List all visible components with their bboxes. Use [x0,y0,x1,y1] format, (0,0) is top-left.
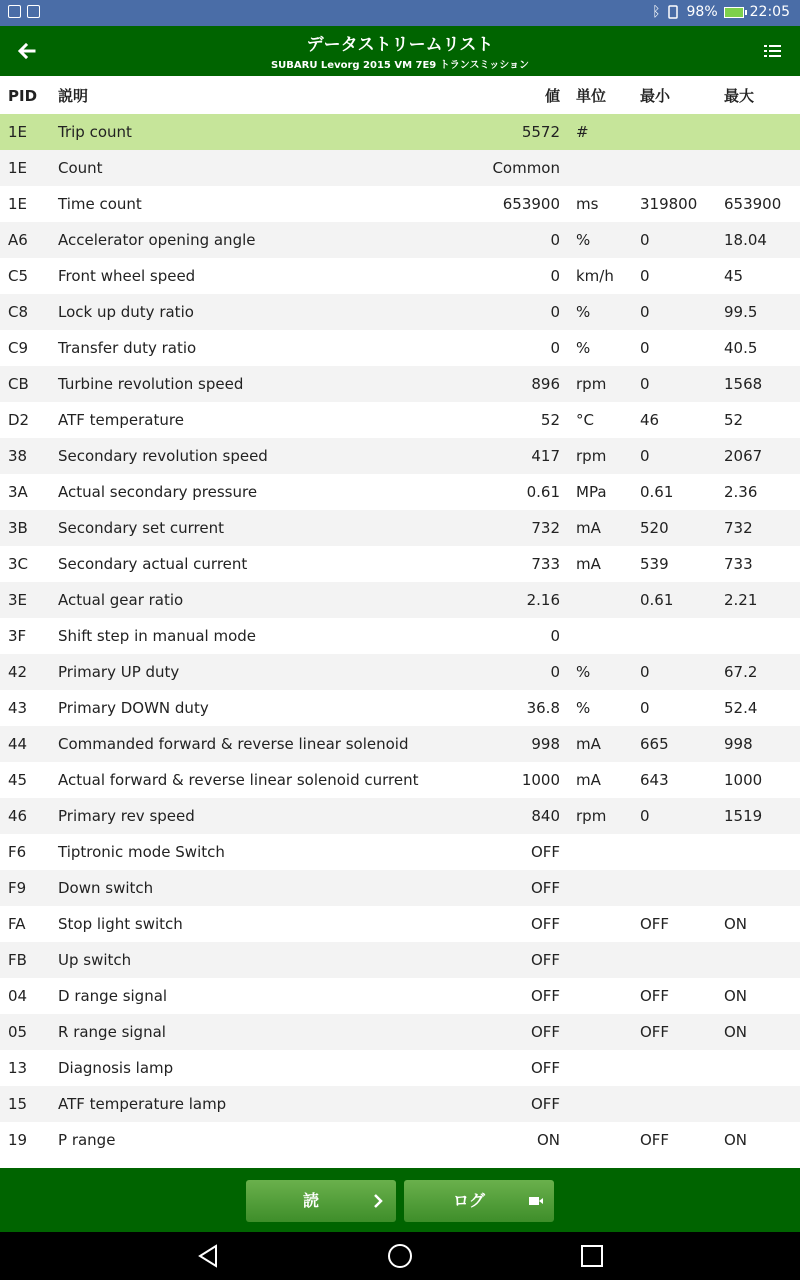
min-cell: 0 [640,807,650,825]
value-cell: 0 [550,663,560,681]
pid-cell: 3F [8,627,27,645]
column-max: 最大 [724,87,755,105]
max-cell: 52.4 [724,699,758,717]
pid-cell: 04 [8,987,28,1005]
description-cell: Turbine revolution speed [58,375,244,393]
description-cell: Secondary set current [58,519,225,537]
value-cell: 0 [550,339,560,357]
table-header [0,78,800,114]
value-cell: ON [536,1131,560,1149]
description-cell: Shift step in manual mode [58,627,257,645]
table-row[interactable] [0,258,800,294]
min-cell: 643 [640,771,669,789]
status-bar [0,0,800,26]
app-bar [0,26,800,76]
value-cell: 417 [531,447,560,465]
pid-cell: 1E [8,195,28,213]
column-pid: PID [8,87,38,105]
value-cell: OFF [530,1023,560,1041]
max-cell: ON [724,1023,748,1041]
table-row[interactable] [0,114,800,150]
value-cell: 896 [531,375,560,393]
page-subtitle: SUBARU Levorg 2015 VM 7E9 トランスミッション [270,60,530,71]
table-row[interactable] [0,1086,800,1122]
value-cell: OFF [530,987,560,1005]
value-cell: 653900 [502,195,560,213]
min-cell: 0 [640,303,650,321]
table-row[interactable] [0,1050,800,1086]
pid-cell: 1E [8,123,28,141]
phone-icon [667,5,681,19]
pid-cell: 44 [8,735,28,753]
min-cell: 0 [640,663,650,681]
max-cell: 99.5 [724,303,758,321]
unit-cell: °C [576,411,594,429]
table-row[interactable] [0,798,800,834]
min-cell: 0 [640,267,650,285]
value-cell: 2.16 [526,591,560,609]
min-cell: 46 [640,411,660,429]
max-cell: ON [724,1131,748,1149]
value-cell: 0 [550,303,560,321]
description-cell: P range [58,1131,116,1149]
description-cell: R range signal [58,1023,166,1041]
max-cell: 45 [724,267,744,285]
pid-cell: 13 [8,1059,28,1077]
description-cell: Trip count [58,123,132,141]
description-cell: Actual secondary pressure [58,483,258,501]
unit-cell: rpm [576,807,607,825]
read-button[interactable] [246,1180,396,1222]
unit-cell: km/h [576,267,614,285]
value-cell: OFF [530,1095,560,1113]
unit-cell: mA [576,735,601,753]
description-cell: Count [58,159,103,177]
table-row[interactable] [0,294,800,330]
min-cell: 0 [640,447,650,465]
min-cell: 0 [640,699,650,717]
value-cell: OFF [530,915,560,933]
value-cell: 732 [531,519,560,537]
pid-cell: F6 [8,843,27,861]
description-cell: Primary rev speed [58,807,195,825]
min-cell: 520 [640,519,669,537]
description-cell: ATF temperature lamp [58,1095,227,1113]
value-cell: OFF [530,1059,560,1077]
pid-cell: 43 [8,699,28,717]
table-row[interactable] [0,150,800,186]
table-row[interactable] [0,654,800,690]
description-cell: Primary UP duty [58,663,180,681]
min-cell: 0.61 [640,591,674,609]
table-row[interactable] [0,186,800,222]
min-cell: 0 [640,231,650,249]
unit-cell: MPa [576,483,607,501]
min-cell: 539 [640,555,669,573]
pid-cell: CB [8,375,29,393]
table-row[interactable] [0,978,800,1014]
pid-cell: 19 [8,1131,28,1149]
column-value: 値 [544,87,560,105]
gallery-icon [27,5,40,18]
table-row[interactable] [0,618,800,654]
unit-cell: mA [576,771,601,789]
description-cell: Commanded forward & reverse linear solenoid [58,735,409,753]
description-cell: Secondary revolution speed [58,447,268,465]
pid-cell: 38 [8,447,28,465]
min-cell: OFF [640,915,670,933]
unit-cell: ms [576,195,599,213]
value-cell: 0 [550,231,560,249]
table-row[interactable] [0,582,800,618]
column-description: 説明 [58,87,89,105]
table-row[interactable] [0,870,800,906]
max-cell: 1568 [724,375,763,393]
description-cell: Actual forward & reverse linear solenoid current [58,771,419,789]
max-cell: 18.04 [724,231,767,249]
description-cell: Tiptronic mode Switch [58,843,225,861]
description-cell: Transfer duty ratio [58,339,197,357]
table-row[interactable] [0,402,800,438]
description-cell: Secondary actual current [58,555,248,573]
value-cell: 0 [550,627,560,645]
pid-cell: C5 [8,267,29,285]
bottom-toolbar [0,1168,800,1232]
page-title: データストリームリスト [306,35,494,55]
table-row[interactable] [0,474,800,510]
pid-cell: D2 [8,411,30,429]
description-cell: Diagnosis lamp [58,1059,174,1077]
min-cell: OFF [640,1023,670,1041]
video-camera-icon [528,1193,544,1209]
pid-cell: 05 [8,1023,28,1041]
log-button-label: ログ [452,1191,485,1210]
value-cell: 36.8 [526,699,560,717]
max-cell: 52 [724,411,744,429]
value-cell: 733 [531,555,560,573]
value-cell: OFF [530,951,560,969]
min-cell: OFF [640,1131,670,1149]
min-cell: 0 [640,375,650,393]
unit-cell: rpm [576,447,607,465]
pid-cell: FB [8,951,27,969]
description-cell: Stop light switch [58,915,183,933]
battery-percent: 98% [686,4,718,20]
description-cell: D range signal [58,987,168,1005]
unit-cell: % [576,339,591,357]
max-cell: 733 [724,555,753,573]
pid-cell: 46 [8,807,28,825]
max-cell: 1519 [724,807,763,825]
table-row[interactable] [0,1122,800,1158]
max-cell: ON [724,915,748,933]
pid-cell: 3C [8,555,29,573]
max-cell: 40.5 [724,339,758,357]
max-cell: ON [724,987,748,1005]
value-cell: OFF [530,843,560,861]
value-cell: 1000 [521,771,560,789]
table-row[interactable] [0,438,800,474]
unit-cell: % [576,663,591,681]
max-cell: 998 [724,735,753,753]
value-cell: OFF [530,879,560,897]
value-cell: 840 [531,807,560,825]
description-cell: Accelerator opening angle [58,231,256,249]
description-cell: Lock up duty ratio [58,303,194,321]
max-cell: 2.36 [724,483,758,501]
description-cell: ATF temperature [58,411,184,429]
value-cell: Common [492,159,560,177]
column-min: 最小 [640,87,671,105]
table-row[interactable] [0,690,800,726]
min-cell: 0 [640,339,650,357]
pid-cell: FA [8,915,26,933]
pid-cell: 3A [8,483,28,501]
pid-cell: C9 [8,339,29,357]
table-row[interactable] [0,330,800,366]
description-cell: Time count [58,195,142,213]
pid-cell: 3B [8,519,28,537]
data-stream-list[interactable] [0,114,800,1158]
max-cell: 67.2 [724,663,758,681]
unit-cell: mA [576,555,601,573]
value-cell: 0.61 [526,483,560,501]
unit-cell: % [576,699,591,717]
nav-back-icon[interactable] [196,1244,220,1268]
table-row[interactable] [0,510,800,546]
column-unit: 単位 [576,87,607,105]
bluetooth-icon: ᛒ [652,4,661,20]
notification-icon [8,5,21,18]
pid-cell: 3E [8,591,28,609]
value-cell: 998 [531,735,560,753]
min-cell: 665 [640,735,669,753]
min-cell: OFF [640,987,670,1005]
pid-cell: 42 [8,663,28,681]
unit-cell: % [576,231,591,249]
description-cell: Down switch [58,879,154,897]
pid-cell: 1E [8,159,28,177]
max-cell: 2.21 [724,591,758,609]
clock: 22:05 [749,4,790,20]
table-row[interactable] [0,942,800,978]
unit-cell: # [576,123,589,141]
description-cell: Primary DOWN duty [58,699,209,717]
description-cell: Actual gear ratio [58,591,184,609]
pid-cell: 45 [8,771,28,789]
system-navigation-bar [0,1232,800,1280]
pid-cell: C8 [8,303,29,321]
table-row[interactable] [0,1014,800,1050]
min-cell: 319800 [640,195,698,213]
battery-icon [724,7,744,18]
list-menu-icon[interactable] [762,41,784,61]
log-button[interactable] [404,1180,554,1222]
unit-cell: % [576,303,591,321]
chevron-right-icon [370,1193,386,1209]
pid-cell: A6 [8,231,28,249]
read-button-label: 読 [302,1191,319,1210]
pid-cell: F9 [8,879,27,897]
min-cell: 0.61 [640,483,674,501]
table-row[interactable] [0,762,800,798]
max-cell: 2067 [724,447,763,465]
description-cell: Front wheel speed [58,267,196,285]
value-cell: 0 [550,267,560,285]
table-row[interactable] [0,546,800,582]
max-cell: 653900 [724,195,782,213]
nav-recents-icon[interactable] [580,1244,604,1268]
max-cell: 732 [724,519,753,537]
table-row[interactable] [0,726,800,762]
unit-cell: mA [576,519,601,537]
table-row[interactable] [0,906,800,942]
pid-cell: 15 [8,1095,28,1113]
table-row[interactable] [0,222,800,258]
table-row[interactable] [0,366,800,402]
max-cell: 1000 [724,771,763,789]
value-cell: 52 [540,411,560,429]
value-cell: 5572 [521,123,560,141]
unit-cell: rpm [576,375,607,393]
nav-home-icon[interactable] [388,1244,412,1268]
description-cell: Up switch [58,951,132,969]
table-row[interactable] [0,834,800,870]
